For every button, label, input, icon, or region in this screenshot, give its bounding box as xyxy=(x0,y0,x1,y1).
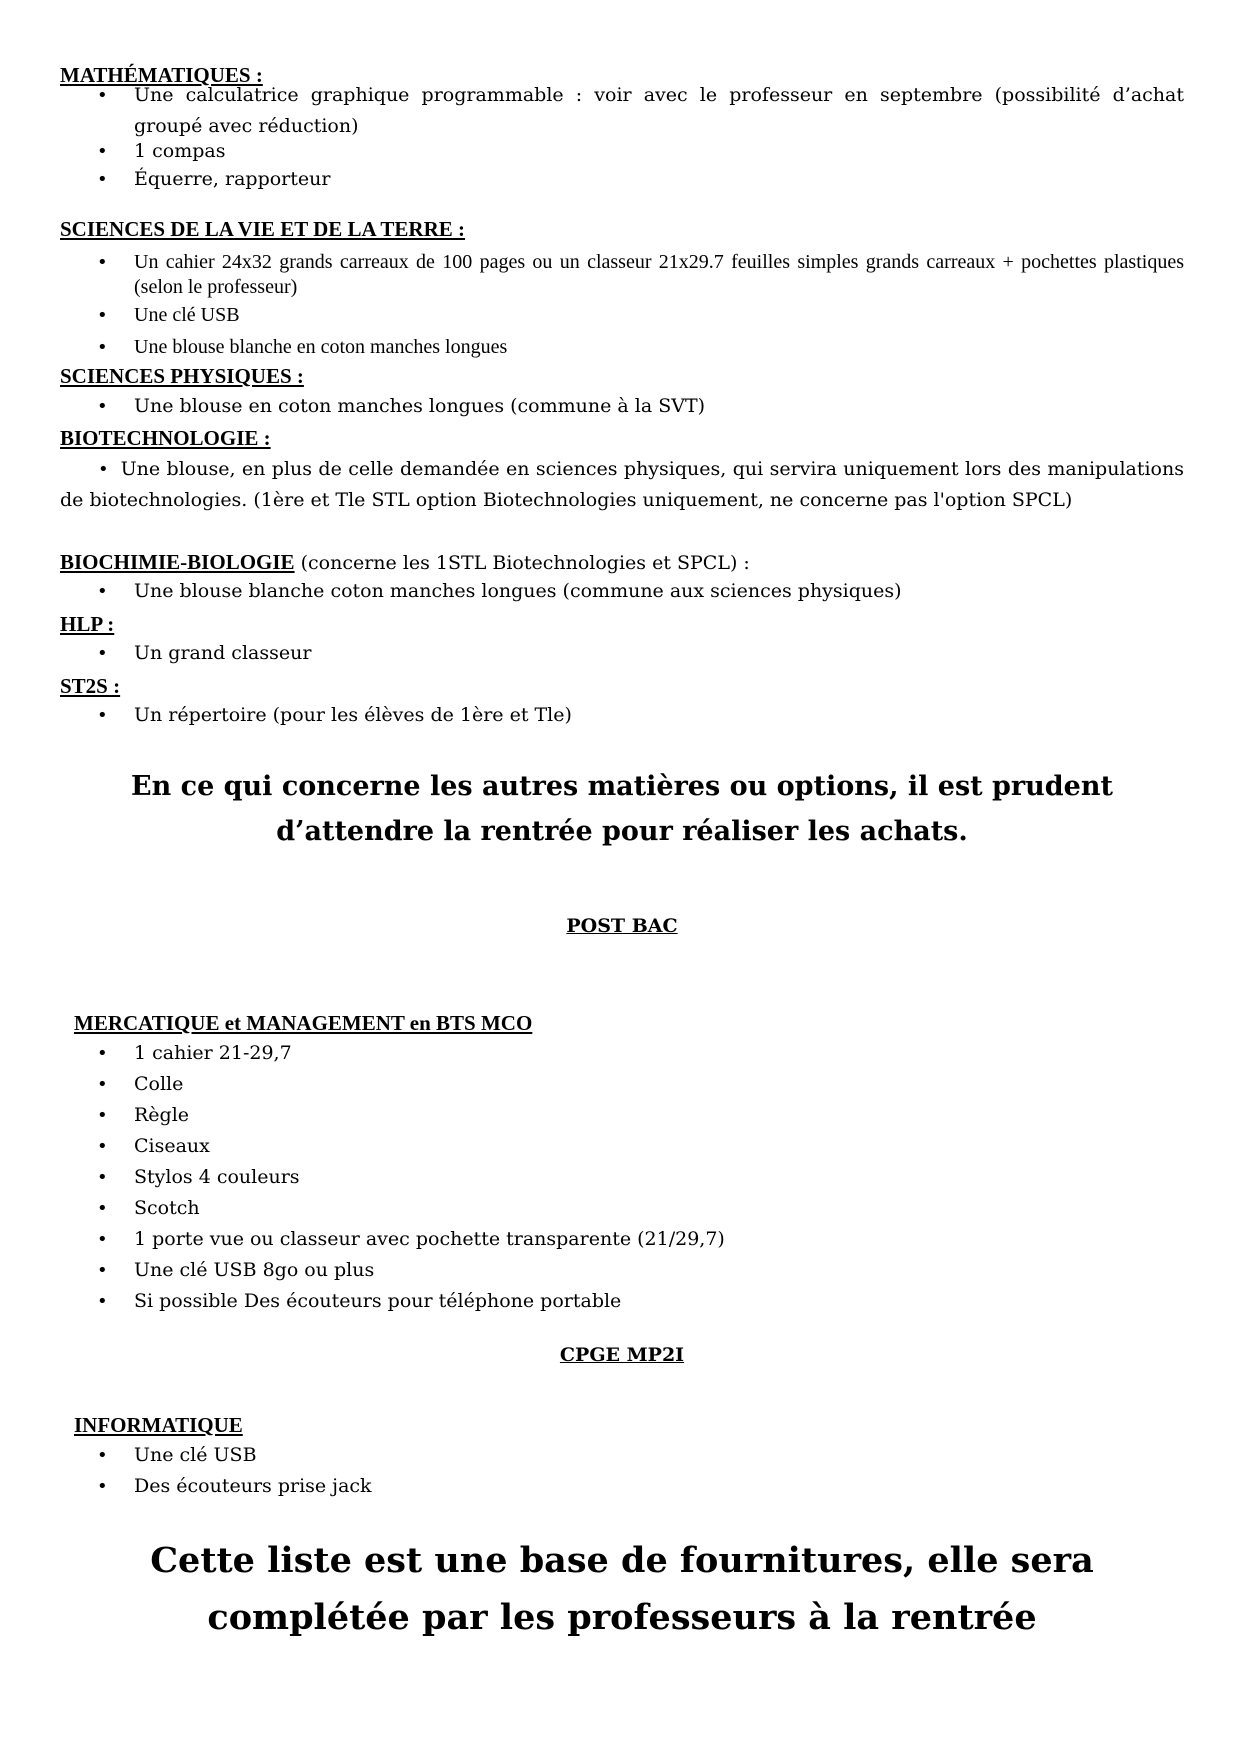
bullet-icon: • xyxy=(97,141,108,162)
list-item: • Ciseaux xyxy=(134,1131,1184,1162)
heading-biochimie-biologie: BIOCHIMIE-BIOLOGIE (concerne les 1STL Biotechnologies et SPCL) : xyxy=(60,550,750,574)
heading-informatique: INFORMATIQUE xyxy=(74,1413,243,1437)
biotech-paragraph: • Une blouse, en plus de celle demandée en sciences physiques, qui servira uniquement lors des manipulations de biotechnologies. (1ère et Tle STL option Biotechnologies uniquement, ne concerne pas l'option SPCL) xyxy=(60,458,1184,511)
bullet-icon: • xyxy=(97,337,108,358)
heading-mathematiques: MATHÉMATIQUES : xyxy=(60,63,263,87)
bullet-icon: • xyxy=(97,169,108,190)
bullet-icon: • xyxy=(97,1476,108,1497)
bullet-icon: • xyxy=(97,1445,108,1466)
bullet-icon: • xyxy=(97,1291,108,1312)
bullet-icon: • xyxy=(97,643,108,664)
list-item: • Si possible Des écouteurs pour téléphone portable xyxy=(134,1286,1184,1317)
heading-st2s: ST2S : xyxy=(60,674,121,698)
bullet-icon: • xyxy=(97,1105,108,1126)
bullet-icon: • xyxy=(97,1074,108,1095)
bullet-icon: • xyxy=(97,705,108,726)
heading-svt: SCIENCES DE LA VIE ET DE LA TERRE : xyxy=(60,217,465,241)
heading-sciences-physiques: SCIENCES PHYSIQUES : xyxy=(60,364,304,388)
bullet-icon: • xyxy=(97,581,108,602)
list-item: • Colle xyxy=(134,1069,1184,1100)
bullet-icon: • xyxy=(97,1167,108,1188)
list-item: • Une blouse blanche en coton manches longues xyxy=(97,336,508,358)
bullet-icon: • xyxy=(97,1229,108,1250)
list-item: • Stylos 4 couleurs xyxy=(134,1162,1184,1193)
list-item: • 1 compas xyxy=(134,136,1184,167)
bullet-icon: • xyxy=(97,1136,108,1157)
notice-other-subjects: En ce qui concerne les autres matières ou options, il est prudent d’attendre la rentrée pour réaliser les achats. xyxy=(131,771,1113,847)
list-item: • Un répertoire (pour les élèves de 1ère et Tle) xyxy=(134,700,1184,731)
section-title-post-bac: POST BAC xyxy=(566,915,678,937)
bullet-icon: • xyxy=(97,1260,108,1281)
list-item: • Une clé USB 8go ou plus xyxy=(134,1255,1184,1286)
list-item: • Un grand classeur xyxy=(134,638,1184,669)
list-item: • Règle xyxy=(134,1100,1184,1131)
list-item: • Un cahier 24x32 grands carreaux de 100 pages ou un classeur 21x29.7 feuilles simples grands carreaux + pochettes plastiques (selon le professeur) xyxy=(97,251,1184,298)
list-item: • 1 cahier 21-29,7 xyxy=(134,1038,1184,1069)
heading-bts-mco: MERCATIQUE et MANAGEMENT en BTS MCO xyxy=(74,1011,533,1035)
heading-hlp: HLP : xyxy=(60,612,115,636)
heading-biotechnologie: BIOTECHNOLOGIE : xyxy=(60,426,271,450)
list-item: • Une blouse en coton manches longues (commune à la SVT) xyxy=(134,391,1184,422)
bullet-icon: • xyxy=(97,396,108,417)
section-title-cpge-mp2i: CPGE MP2I xyxy=(559,1344,685,1366)
bullet-icon: • xyxy=(97,85,108,106)
list-item: • Une clé USB xyxy=(97,304,240,326)
bullet-icon: • xyxy=(97,305,108,326)
list-item: • Des écouteurs prise jack xyxy=(134,1471,1184,1502)
notice-list-completion: Cette liste est une base de fournitures, elle sera complétée par les professeurs à la rentrée xyxy=(150,1540,1094,1638)
list-item: • 1 porte vue ou classeur avec pochette transparente (21/29,7) xyxy=(134,1224,1184,1255)
bullet-icon: • xyxy=(97,1043,108,1064)
bullet-icon: • xyxy=(97,1198,108,1219)
list-item: • Scotch xyxy=(134,1193,1184,1224)
list-item: • Une clé USB xyxy=(134,1440,1184,1471)
bullet-icon: • xyxy=(98,459,109,480)
list-item: • Équerre, rapporteur xyxy=(134,164,1184,195)
bullet-icon: • xyxy=(97,252,108,273)
list-item: • Une calculatrice graphique programmable : voir avec le professeur en septembre (possibilité d’achat groupé avec réduction) xyxy=(134,80,1184,142)
list-item: • Une blouse blanche coton manches longues (commune aux sciences physiques) xyxy=(134,576,1184,607)
